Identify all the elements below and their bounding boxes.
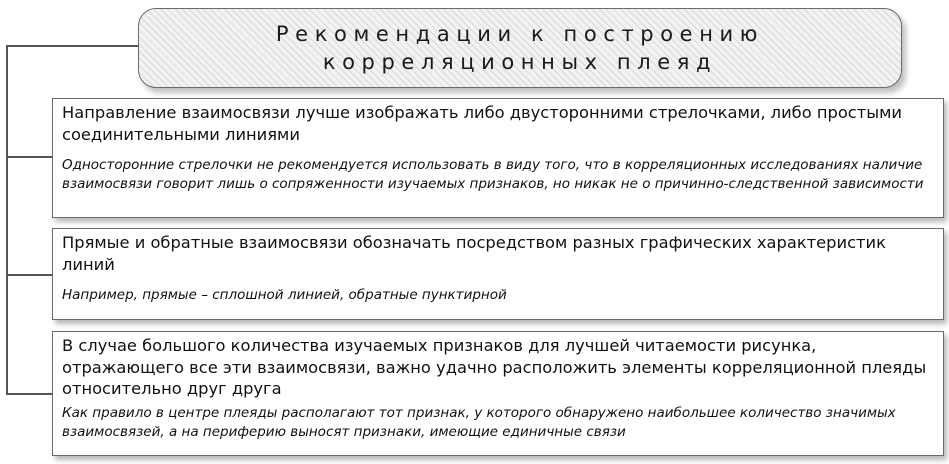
connector-vertical xyxy=(6,45,8,394)
title-box xyxy=(138,8,902,88)
title-line-2: корреляционных плеяд xyxy=(322,50,718,74)
recommendation-card-2 xyxy=(52,228,944,320)
connector-title-horizontal xyxy=(6,45,139,47)
recommendation-text: Направление взаимосвязи лучше изображать либо двусторонними стрелочками, либо простыми соединительными линиями xyxy=(62,103,902,144)
recommendation-card-3 xyxy=(52,331,944,456)
recommendation-text: Прямые и обратные взаимосвязи обозначать посредством разных графических характеристик линий xyxy=(62,233,886,274)
recommendation-note: Например, прямые – сплошной линией, обратные пунктирной xyxy=(62,287,507,303)
title-line-1: Рекомендации к построению xyxy=(275,22,765,46)
connector-card-1 xyxy=(6,156,53,158)
connector-card-3 xyxy=(6,393,53,395)
recommendation-card-1 xyxy=(52,98,944,218)
recommendation-text: В случае большого количества изучаемых признаков для лучшей читаемости рисунка, отражающего все эти взаимосвязи, важно удачно расположить элементы корреляционной плеяды относительно друг друга xyxy=(62,336,927,398)
connector-card-2 xyxy=(6,274,53,276)
recommendation-note: Односторонние стрелочки не рекомендуется использовать в виду того, что в корреляционных исследованиях наличие взаимосвязи говорит лишь о сопряженности изучаемых признаков, но никак не о причинно-следственной зависимости xyxy=(62,157,924,192)
recommendation-note: Как правило в центре плеяды располагают тот признак, у которого обнаружено наибольшее количество значимых взаимосвязей, а на периферию выносят признаки, имеющие единичные связи xyxy=(62,404,896,440)
